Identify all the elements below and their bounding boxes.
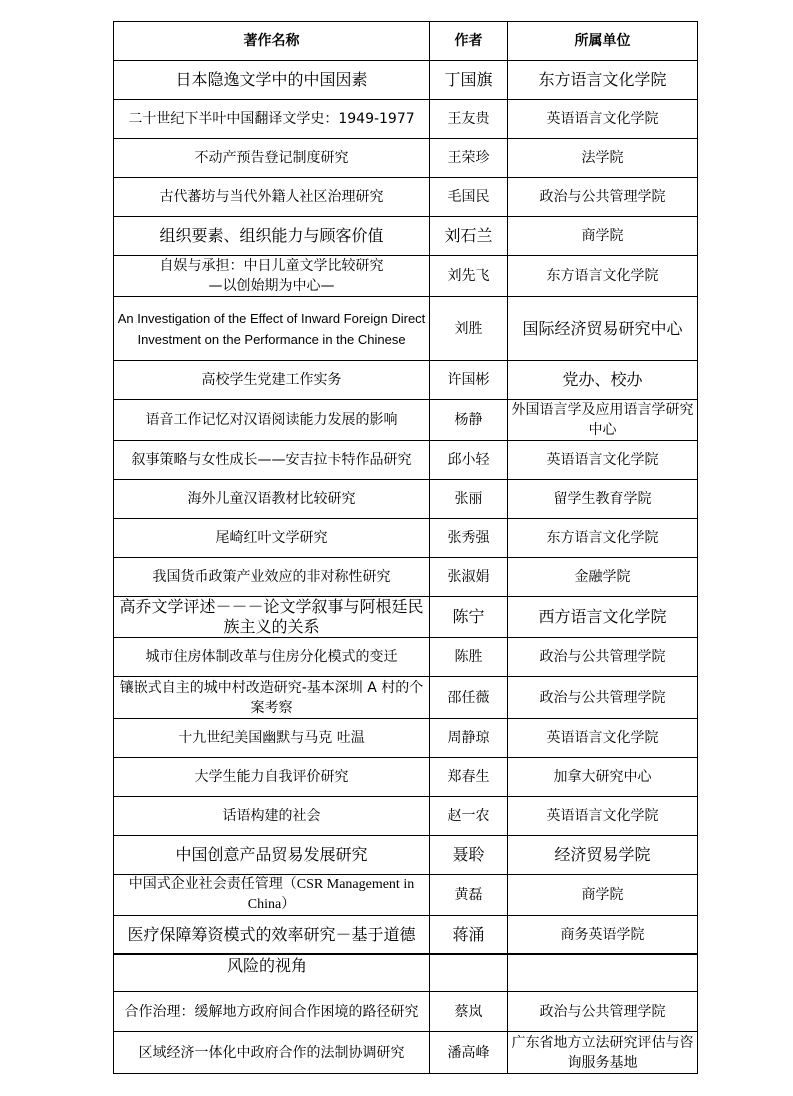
table-row — [114, 558, 698, 597]
work-unit: 商务英语学院 — [508, 916, 698, 955]
work-title: 大学生能力自我评价研究 — [114, 758, 430, 797]
work-unit: 商学院 — [508, 875, 698, 916]
work-title: 中国创意产品贸易发展研究 — [114, 836, 430, 875]
work-unit: 英语语言文化学院 — [508, 441, 698, 480]
work-unit: 英语语言文化学院 — [508, 797, 698, 836]
table-row — [114, 61, 698, 100]
work-unit: 英语语言文化学院 — [508, 719, 698, 758]
work-unit: 英语语言文化学院 — [508, 100, 698, 139]
table-row — [114, 638, 698, 677]
work-title: 日本隐逸文学中的中国因素 — [114, 61, 430, 100]
table-row — [114, 954, 698, 992]
work-unit: 东方语言文化学院 — [508, 61, 698, 100]
work-author — [430, 954, 508, 992]
work-unit: 外国语言学及应用语言学研究中心 — [508, 400, 698, 441]
work-title: An Investigation of the Effect of Inward Foreign Direct Investment on the Performance in the Chinese — [114, 297, 430, 361]
table-row — [114, 441, 698, 480]
work-unit — [508, 954, 698, 992]
table-row — [114, 597, 698, 638]
table-row — [114, 480, 698, 519]
table-row — [114, 992, 698, 1032]
work-unit: 党办、校办 — [508, 361, 698, 400]
header-author: 作者 — [430, 22, 508, 61]
table-row — [114, 719, 698, 758]
work-author: 郑春生 — [430, 758, 508, 797]
table-row — [114, 1032, 698, 1074]
table-row — [114, 256, 698, 297]
work-author: 王荣珍 — [430, 139, 508, 178]
work-title: 叙事策略与女性成长——安吉拉卡特作品研究 — [114, 441, 430, 480]
table-row — [114, 836, 698, 875]
work-author: 刘石兰 — [430, 217, 508, 256]
work-unit: 国际经济贸易研究中心 — [508, 297, 698, 361]
work-title: 中国式企业社会责任管理（CSR Management in China） — [114, 875, 430, 916]
work-author: 张秀强 — [430, 519, 508, 558]
works-table-continued — [113, 953, 698, 1074]
work-author: 邱小轻 — [430, 441, 508, 480]
work-author: 蒋涌 — [430, 916, 508, 955]
table-row — [114, 758, 698, 797]
work-unit: 经济贸易学院 — [508, 836, 698, 875]
work-title: 古代蕃坊与当代外籍人社区治理研究 — [114, 178, 430, 217]
work-author: 杨静 — [430, 400, 508, 441]
work-unit: 金融学院 — [508, 558, 698, 597]
work-unit: 东方语言文化学院 — [508, 256, 698, 297]
work-unit: 商学院 — [508, 217, 698, 256]
table-row — [114, 519, 698, 558]
work-title: 高校学生党建工作实务 — [114, 361, 430, 400]
work-unit: 政治与公共管理学院 — [508, 992, 698, 1032]
work-author: 许国彬 — [430, 361, 508, 400]
work-author: 张丽 — [430, 480, 508, 519]
work-unit: 加拿大研究中心 — [508, 758, 698, 797]
work-title: 自娱与承担：中日儿童文学比较研究 —以创始期为中心— — [114, 256, 430, 297]
table-row — [114, 400, 698, 441]
table-row — [114, 875, 698, 916]
table-row — [114, 100, 698, 139]
work-author: 刘胜 — [430, 297, 508, 361]
work-unit: 广东省地方立法研究评估与咨询服务基地 — [508, 1032, 698, 1074]
work-author: 丁国旗 — [430, 61, 508, 100]
work-author: 赵一农 — [430, 797, 508, 836]
work-title: 十九世纪美国幽默与马克 吐温 — [114, 719, 430, 758]
table-row — [114, 677, 698, 719]
table-header-row — [114, 22, 698, 61]
work-author: 周静琼 — [430, 719, 508, 758]
work-title: 镶嵌式自主的城中村改造研究-基本深圳 A 村的个案考察 — [114, 677, 430, 719]
work-unit: 法学院 — [508, 139, 698, 178]
work-title: 语音工作记忆对汉语阅读能力发展的影响 — [114, 400, 430, 441]
work-author: 刘先飞 — [430, 256, 508, 297]
work-title: 话语构建的社会 — [114, 797, 430, 836]
table-row — [114, 178, 698, 217]
work-title: 医疗保障筹资模式的效率研究－基于道德 — [114, 916, 430, 955]
work-title: 合作治理：缓解地方政府间合作困境的路径研究 — [114, 992, 430, 1032]
work-title: 不动产预告登记制度研究 — [114, 139, 430, 178]
table-row — [114, 361, 698, 400]
work-title: 区域经济一体化中政府合作的法制协调研究 — [114, 1032, 430, 1074]
table-row — [114, 797, 698, 836]
work-title — [114, 954, 430, 992]
work-unit: 东方语言文化学院 — [508, 519, 698, 558]
work-title: 二十世纪下半叶中国翻译文学史：1949-1977 — [114, 100, 430, 139]
work-title: 城市住房体制改革与住房分化模式的变迁 — [114, 638, 430, 677]
work-author: 陈宁 — [430, 597, 508, 638]
work-author: 毛国民 — [430, 178, 508, 217]
work-title: 尾崎红叶文学研究 — [114, 519, 430, 558]
table-row — [114, 297, 698, 361]
work-title: 高乔文学评述－－－论文学叙事与阿根廷民族主义的关系 — [114, 597, 430, 638]
work-author: 张淑娟 — [430, 558, 508, 597]
work-author: 潘高峰 — [430, 1032, 508, 1074]
table-row — [114, 217, 698, 256]
header-title: 著作名称 — [114, 22, 430, 61]
work-title: 我国货币政策产业效应的非对称性研究 — [114, 558, 430, 597]
work-author: 王友贵 — [430, 100, 508, 139]
work-author: 聂聆 — [430, 836, 508, 875]
work-author: 蔡岚 — [430, 992, 508, 1032]
work-unit: 政治与公共管理学院 — [508, 677, 698, 719]
work-author: 黄磊 — [430, 875, 508, 916]
work-title-text: 风险的视角 — [227, 956, 308, 975]
works-table — [113, 21, 698, 955]
work-title: 组织要素、组织能力与顾客价值 — [114, 217, 430, 256]
work-unit: 留学生教育学院 — [508, 480, 698, 519]
work-title: 海外儿童汉语教材比较研究 — [114, 480, 430, 519]
work-unit: 政治与公共管理学院 — [508, 638, 698, 677]
table-row — [114, 139, 698, 178]
work-author: 邵任薇 — [430, 677, 508, 719]
work-author: 陈胜 — [430, 638, 508, 677]
table-row — [114, 916, 698, 955]
work-unit: 政治与公共管理学院 — [508, 178, 698, 217]
header-unit: 所属单位 — [508, 22, 698, 61]
work-unit: 西方语言文化学院 — [508, 597, 698, 638]
